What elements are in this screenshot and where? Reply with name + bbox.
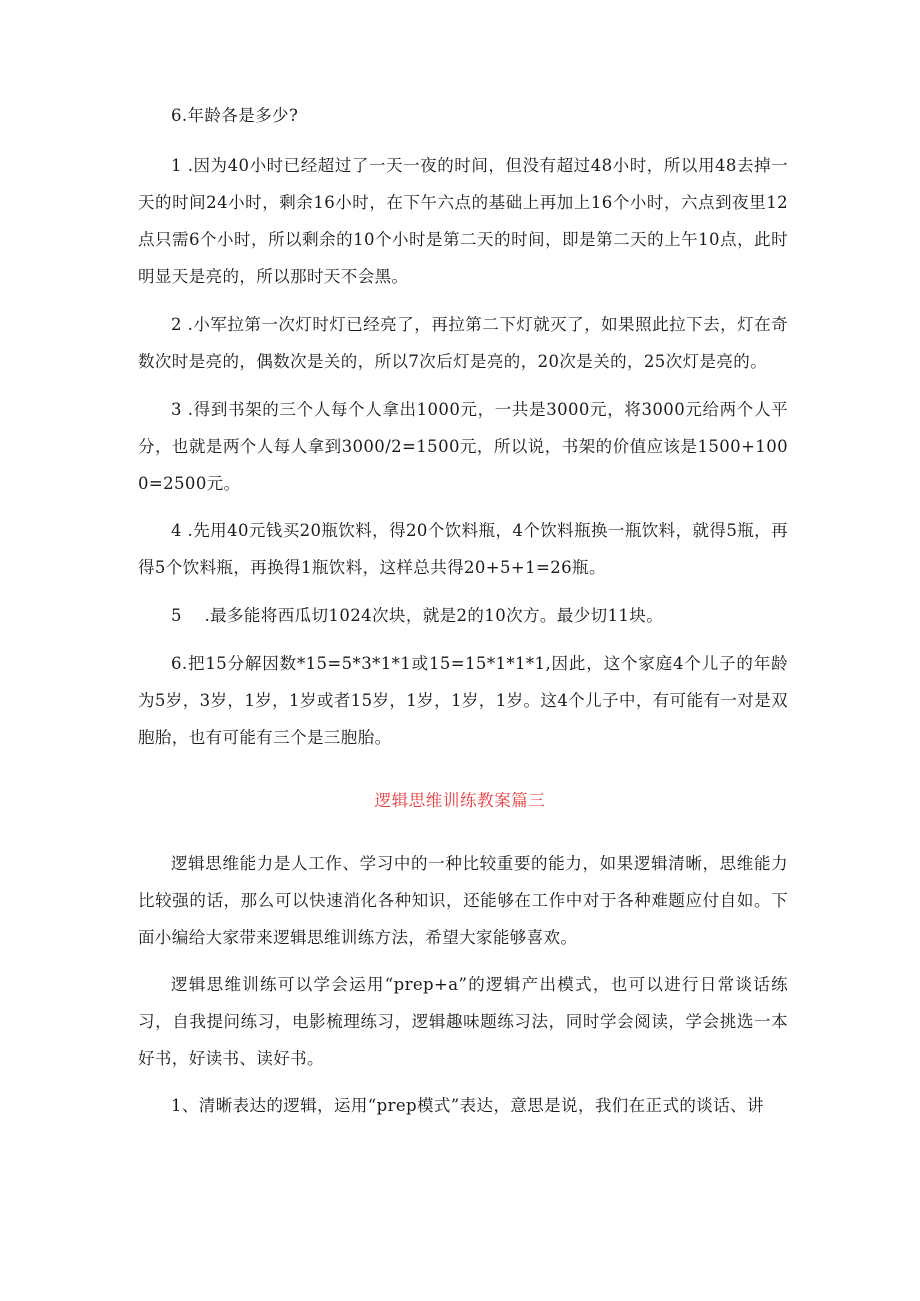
answer-6-paragraph: 6.把15分解因数*15=5*3*1*1或15=15*1*1*1,因此，这个家庭4个儿子的年龄为5岁，3岁，1岁，1岁或者15岁，1岁，1岁，1岁。这4个儿子中，有可能有一对是双胞胎，也有可能有三个是三胞胎。 <box>138 654 788 747</box>
answer-5-paragraph: 5 .最多能将西瓜切1024次块，就是2的10次方。最少切11块。 <box>171 606 664 625</box>
intro-paragraph-1: 逻辑思维能力是人工作、学习中的一种比较重要的能力，如果逻辑清晰，思维能力比较强的话，那么可以快速消化各种知识，还能够在工作中对于各种难题应付自如。下面小编给大家带来逻辑思维训练方法，希望大家能够喜欢。 <box>138 854 788 947</box>
intro-paragraph-2: 逻辑思维训练可以学会运用“prep+a”的逻辑产出模式，也可以进行日常谈话练习，自我提问练习，电影梳理练习，逻辑趣味题练习法，同时学会阅读，学会挑选一本好书，好读书、读好书。 <box>138 975 788 1068</box>
intro-paragraph-3: 1、清晰表达的逻辑，运用“prep模式”表达，意思是说，我们在正式的谈话、讲 <box>171 1096 764 1115</box>
answer-2-paragraph: 2 .小军拉第一次灯时灯已经亮了，再拉第二下灯就灭了，如果照此拉下去，灯在奇数次时是亮的，偶数次是关的，所以7次后灯是亮的，20次是关的，25次灯是亮的。 <box>138 315 788 371</box>
section-heading: 逻辑思维训练教案篇三 <box>374 791 546 810</box>
question-6-text: 6.年龄各是多少? <box>171 106 299 125</box>
answer-4-paragraph: 4 .先用40元钱买20瓶饮料，得20个饮料瓶，4个饮料瓶换一瓶饮料，就得5瓶，再得5个饮料瓶，再换得1瓶饮料，这样总共得20+5+1=26瓶。 <box>138 521 788 577</box>
answer-1-paragraph: 1 .因为40小时已经超过了一天一夜的时间，但没有超过48小时，所以用48去掉一天的时间24小时，剩余16小时，在下午六点的基础上再加上16个小时，六点到夜里12点只需6个小时，所以剩余的10个小时是第二天的时间，即是第二天的上午10点，此时明显天是亮的，所以那时天不会黑。 <box>138 156 788 286</box>
answer-3-paragraph: 3 .得到书架的三个人每个人拿出1000元，一共是3000元，将3000元给两个人平分，也就是两个人每人拿到3000/2=1500元，所以说，书架的价值应该是1500+1000=2500元。 <box>138 400 788 493</box>
